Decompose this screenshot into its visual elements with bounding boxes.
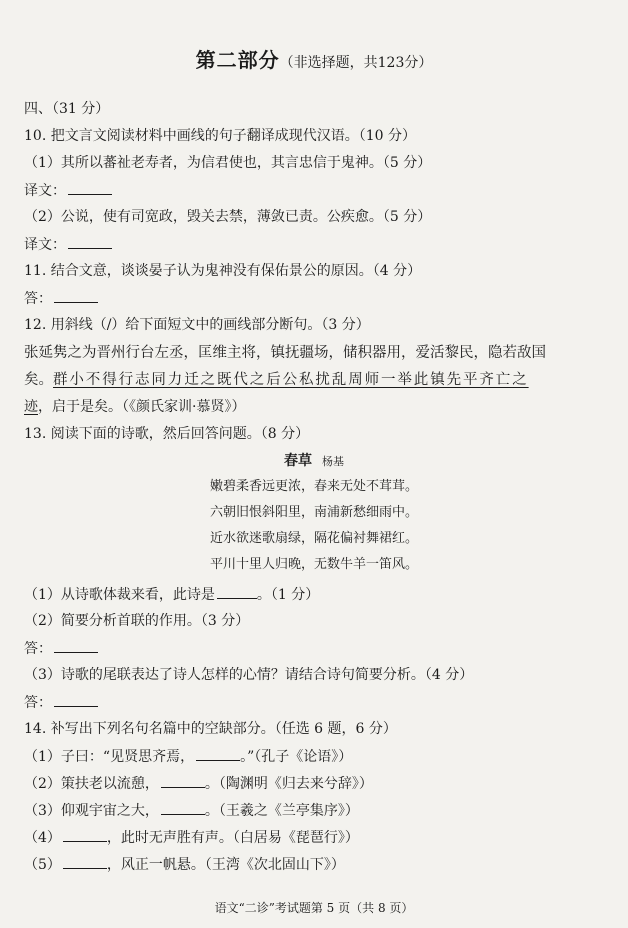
answer-blank[interactable]: [196, 746, 240, 761]
q14-item-before: （5）: [24, 857, 61, 873]
answer-blank[interactable]: [217, 584, 257, 599]
q14-item: [24, 800, 359, 821]
page-footer: 语文“二诊”考试题第 5 页（共 8 页）: [214, 901, 414, 915]
q11-answer: [24, 288, 98, 309]
q13-sub2: （2）简要分析首联的作用。（3 分）: [24, 613, 250, 629]
q14-item-before: （2）策扶老以流憩，: [24, 776, 159, 792]
answer-blank[interactable]: [54, 288, 98, 303]
poem-heading: [0, 452, 628, 471]
q13-sub2-answer: [24, 638, 98, 659]
q13-sub1-after: 。（1 分）: [256, 587, 320, 603]
answer-blank[interactable]: [68, 234, 112, 249]
q14-item-after: 。”（孔子《论语》）: [240, 749, 353, 765]
q12-text-line2: [24, 370, 529, 390]
q11-answer-label: 答：: [24, 291, 52, 307]
poem-line: 六朝旧恨斜阳里，南浦新愁细雨中。: [209, 505, 418, 520]
poem-title: 春草: [284, 453, 312, 469]
q12-prompt: 12. 用斜线（/）给下面短文中的画线部分断句。（3 分）: [24, 317, 370, 333]
q12-underlined-passage: 群小不得行志同力迁之既代之后公私扰乱周师一举此镇先平齐亡之: [53, 372, 529, 388]
q13-prompt: 13. 阅读下面的诗歌，然后回答问题。（8 分）: [24, 426, 310, 442]
q12-source: ，启于是矣。（《颜氏家训·慕贤》）: [38, 399, 246, 415]
q14-item: [24, 854, 345, 875]
q14-item: [24, 773, 373, 794]
poem-line: 平川十里人归晚，无数牛羊一笛风。: [209, 557, 418, 572]
q10-answer1: [24, 180, 112, 201]
poem-line: 嫩碧柔香远更浓，春来无处不茸茸。: [209, 479, 418, 494]
answer-blank[interactable]: [54, 692, 98, 707]
answer-blank[interactable]: [161, 773, 205, 788]
q14-item: [24, 827, 359, 848]
q10-prompt: 10. 把文言文阅读材料中画线的句子翻译成现代汉语。（10 分）: [24, 128, 416, 144]
q14-item-after: ，风正一帆悬。（王湾《次北固山下》）: [106, 857, 345, 873]
q14-item: [24, 746, 352, 767]
part-title: [0, 44, 628, 73]
q11-prompt: 11. 结合文意，谈谈晏子认为鬼神没有保佑景公的原因。（4 分）: [24, 263, 422, 279]
answer-blank[interactable]: [63, 854, 107, 869]
q13-sub3: （3）诗歌的尾联表达了诗人怎样的心情？请结合诗句简要分析。（4 分）: [24, 667, 474, 683]
q13-sub1: [24, 584, 319, 605]
poem-author: 杨基: [322, 455, 344, 468]
poem-line: 近水欲迷歌扇绿，隔花偏衬舞裙红。: [209, 531, 418, 546]
q10-answer2: [24, 234, 112, 255]
q13-sub1-before: （1）从诗歌体裁来看，此诗是: [24, 587, 215, 603]
q14-prompt: 14. 补写出下列名句名篇中的空缺部分。（任选 6 题，6 分）: [24, 721, 397, 737]
q14-item-after: 。（王羲之《兰亭集序》）: [204, 803, 359, 819]
q10-part2: （2）公说，使有司宽政，毁关去禁，薄敛已责。公疾愈。（5 分）: [24, 209, 432, 225]
q12-underlined-end: 迹: [24, 399, 38, 415]
answer-blank[interactable]: [63, 827, 107, 842]
q13-sub3-answer: [24, 692, 98, 713]
section-heading: 四、（31 分）: [24, 101, 110, 117]
q12-text-line3: [24, 397, 245, 417]
answer-blank[interactable]: [54, 638, 98, 653]
answer-blank[interactable]: [161, 800, 205, 815]
part-title-subtitle: （非选择题，共123分）: [279, 55, 433, 71]
q14-item-before: （4）: [24, 830, 61, 846]
part-title-main: 第二部分: [195, 48, 280, 72]
q10-answer2-label: 译文：: [24, 237, 66, 253]
q10-answer1-label: 译文：: [24, 183, 66, 199]
q10-part1: （1）其所以蕃祉老寿者，为信君使也，其言忠信于鬼神。（5 分）: [24, 155, 432, 171]
answer-blank[interactable]: [68, 180, 112, 195]
q12-text-line1: 张延隽之为晋州行台左丞，匡维主将，镇抚疆场，储积器用，爱活黎民，隐若敌国: [24, 345, 546, 361]
q14-item-before: （3）仰观宇宙之大，: [24, 803, 159, 819]
q13-sub2-answer-label: 答：: [24, 641, 52, 657]
q12-text-plain: 矣。: [24, 372, 53, 388]
q14-item-after: 。（陶渊明《归去来兮辞》）: [204, 776, 373, 792]
q14-item-after: ，此时无声胜有声。（白居易《琵琶行》）: [106, 830, 359, 846]
q13-sub3-answer-label: 答：: [24, 695, 52, 711]
q14-item-before: （1）子曰：“见贤思齐焉，: [24, 749, 195, 765]
